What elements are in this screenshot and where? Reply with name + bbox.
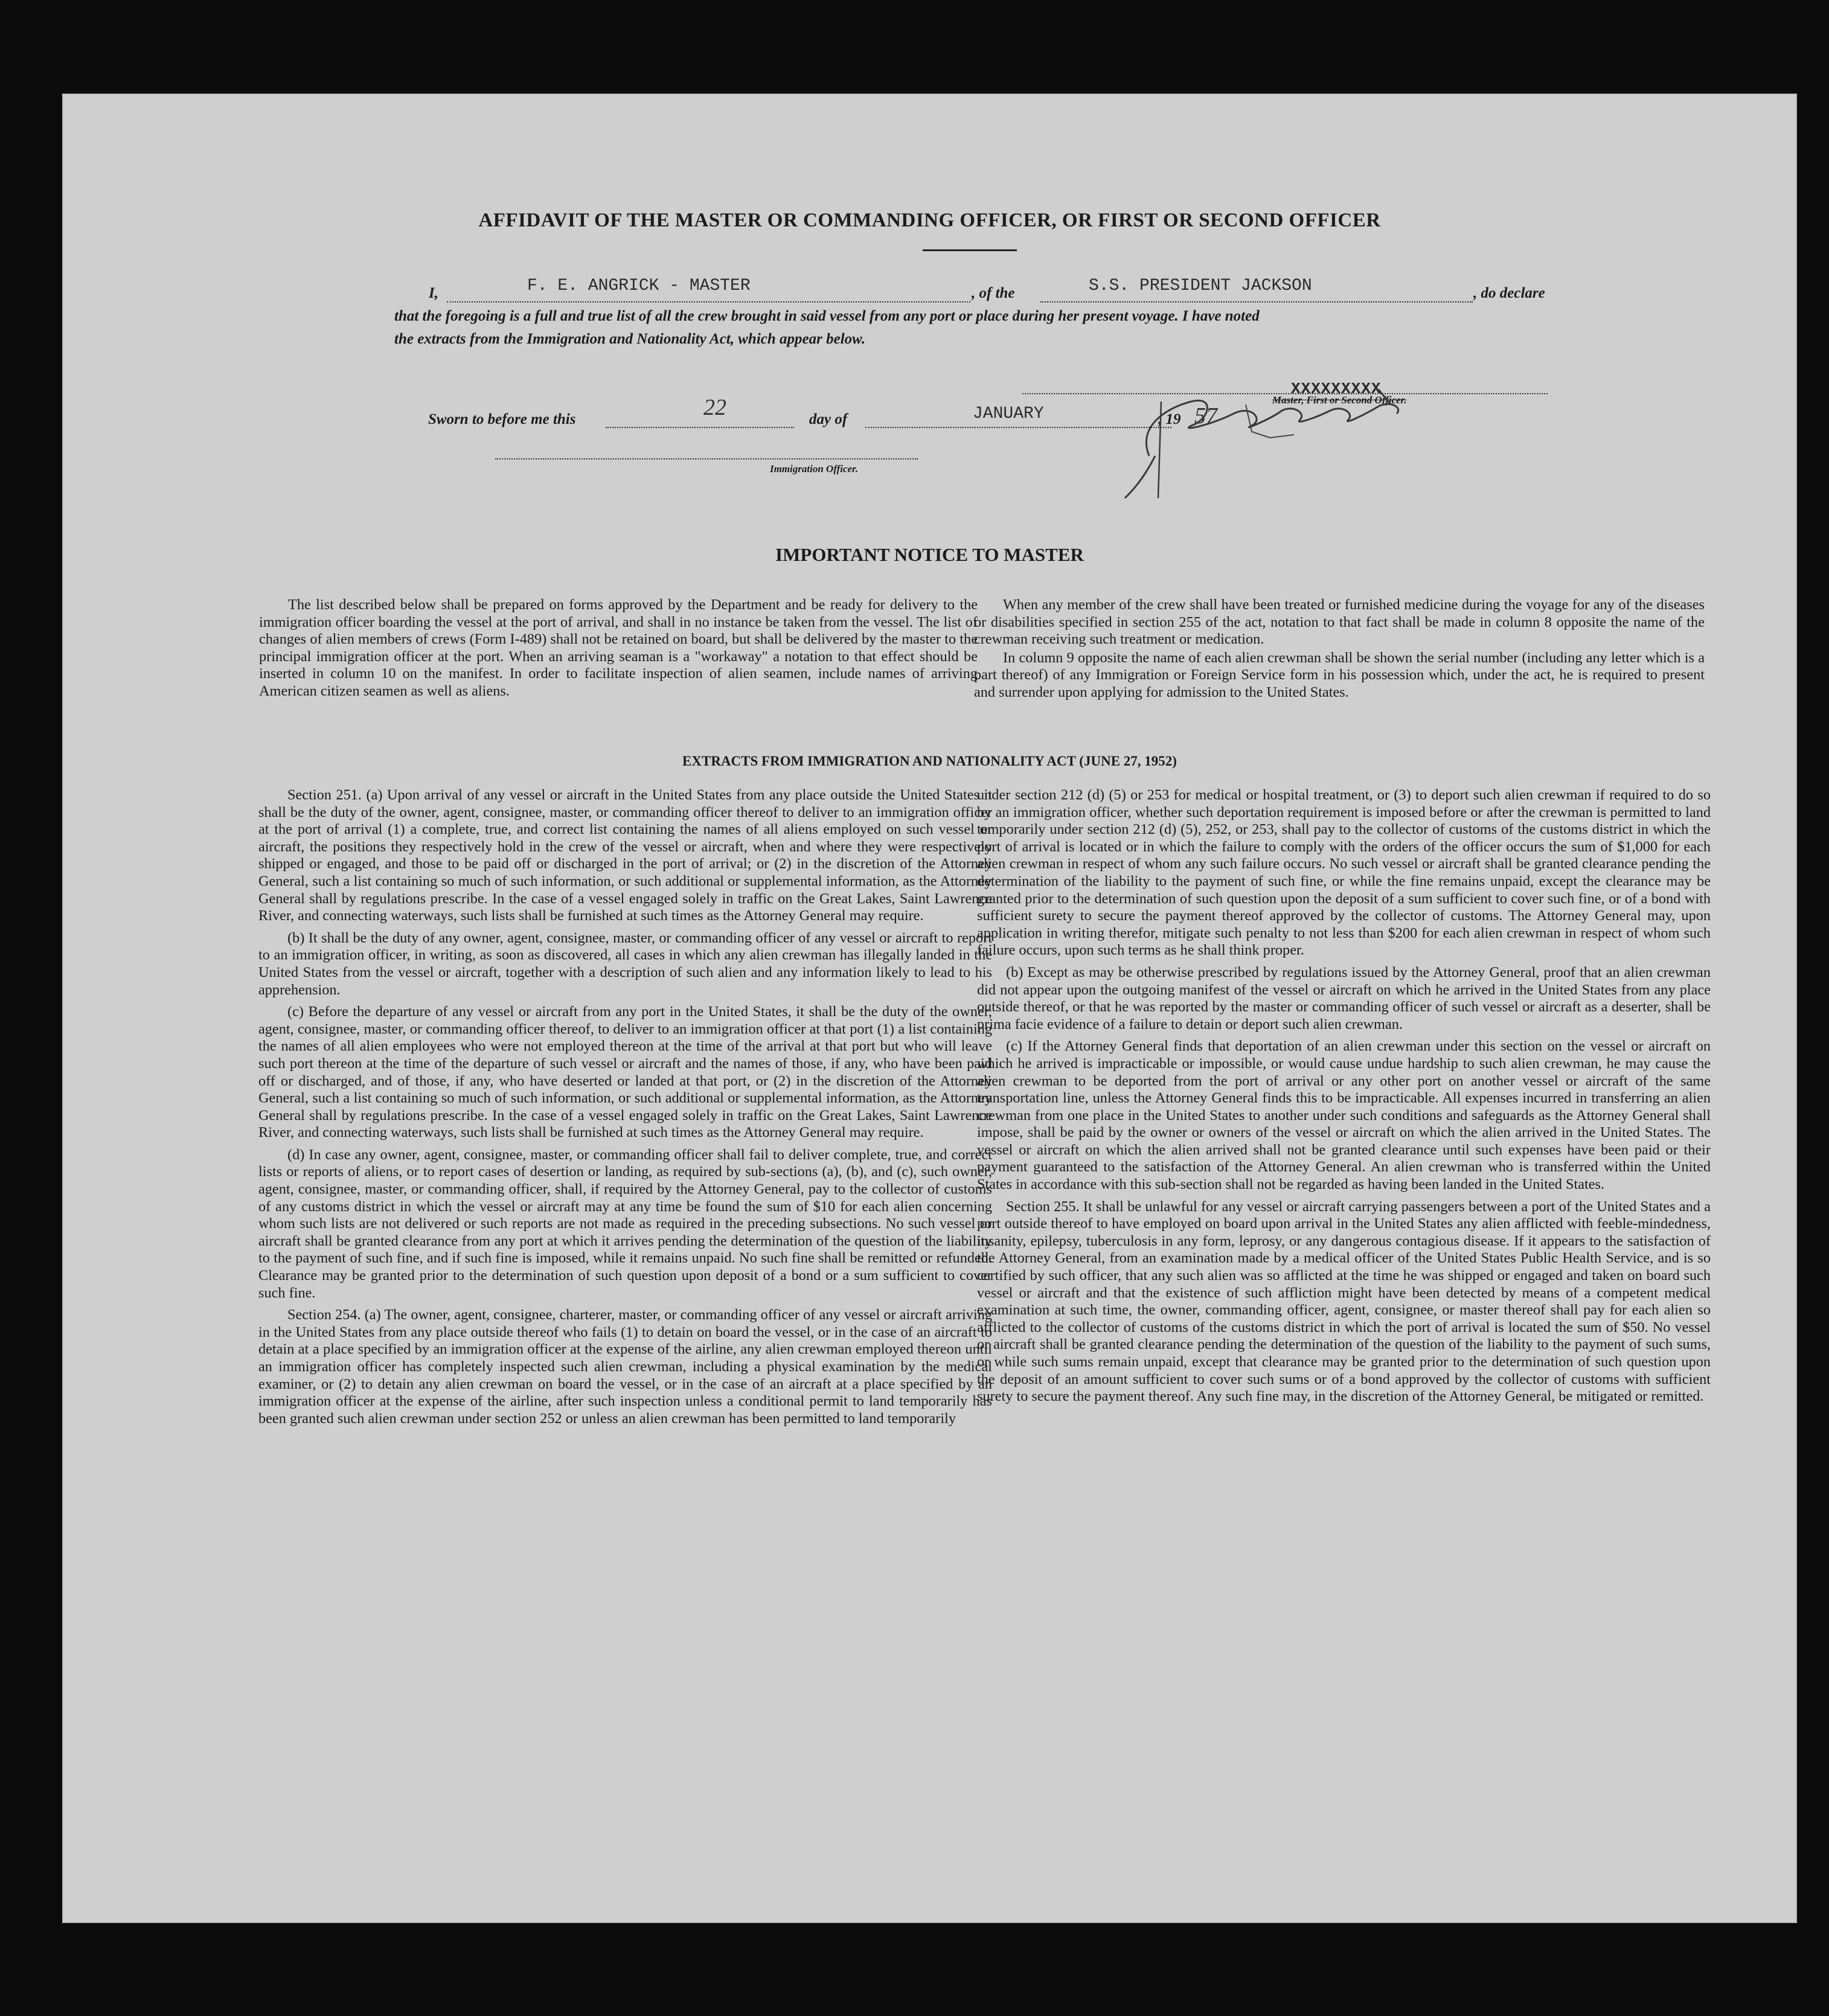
year-handwritten: 57 [1194, 403, 1217, 429]
notice-heading: IMPORTANT NOTICE TO MASTER [775, 544, 1084, 565]
day-handwritten: 22 [703, 395, 726, 420]
notice-right-paragraph-2: In column 9 opposite the name of each alien crewman shall be shown the serial number (including any letter which is a part thereof) of any Immigration or Foreign Service form in his possession which, under the act, he is required to present and surrender upon applying for admission to the United States. [974, 649, 1705, 700]
statement-line-1: that the foregoing is a full and true list of all the crew brought in said vessel from any port or place during her present voyage. I have noted [394, 308, 1260, 324]
master-signature-caption: Master, First or Second Officer. [1272, 394, 1407, 406]
of-the-label: , of the [972, 285, 1015, 301]
extracts-right-column [977, 787, 1711, 1406]
master-name-field: F. E. ANGRICK - MASTER [527, 277, 751, 295]
year-prefix-label: , 19 [1158, 411, 1181, 427]
statement-line-2: the extracts from the Immigration and Nationality Act, which appear below. [394, 331, 866, 347]
month-field: JANUARY [973, 405, 1044, 423]
sworn-label: Sworn to before me this [428, 411, 576, 427]
section-254a: Section 254. (a) The owner, agent, consignee, charterer, master, or commanding officer of any vessel or aircraft arriving in the United States from any place outside thereof who fails (1) to detain on board the vessel, or in the case of an aircraft to detain at a place specified by an immigration officer at the expense of the airline, any alien crewman employed thereon until an immigration officer has completely inspected such alien crewman, including a physical examination by the medical examiner, or (2) to detain any alien crewman on board the vessel, or in the case of an aircraft at a place specified by an immigration officer at the expense of the airline, after such inspection unless a conditional permit to land temporarily has been granted such alien crewman under section 252 or unless an alien crewman has been permitted to land temporarily [258, 1307, 992, 1427]
document-page [62, 94, 1797, 1923]
day-of-label: day of [809, 411, 848, 427]
immigration-officer-caption: Immigration Officer. [770, 463, 859, 475]
section-254a-continued: under section 212 (d) (5) or 253 for medical or hospital treatment, or (3) to deport such alien crewman if required to do so by an immigration officer, whether such deportation requirement is imposed before or after the crewman is permitted to land temporarily under section 212 (d) (5), 252, or 253, shall pay to the collector of customs of the customs district in which the port of arrival is located or in which the failure to comply with the orders of the officer occurs the sum of $1,000 for each alien crewman in respect of whom any such failure occurs. No such vessel or aircraft shall be granted clearance pending the determination of the liability to the payment of such fine, or while the fine remains unpaid, except the clearance may be granted prior to the determination of such question upon the deposit of a sum sufficient to cover such fine, or of a bond with sufficient surety to secure the payment thereof approved by the collector of customs. The Attorney General may, upon application in writing therefor, mitigate such penalty to not less than $200 for each alien crewman in respect of whom such failure occurs, upon such terms as he shall think proper. [977, 787, 1711, 959]
section-251b: (b) It shall be the duty of any owner, agent, consignee, master, or commanding officer of any vessel or aircraft to report to an immigration officer, in writing, as soon as discovered, all cases in which any alien crewman has illegally landed in the United States from the vessel or aircraft, together with a description of such alien and any information likely to lead to his apprehension. [258, 929, 992, 998]
i-label: I, [429, 285, 438, 301]
section-251c: (c) Before the departure of any vessel or aircraft from any port in the United States, it shall be the duty of the owner, agent, consignee, master, or commanding officer thereof, to deliver to an immigration officer at that port (1) a list containing the names of all alien employees who were not employed thereon at the time of the arrival at that port but who will leave such port thereon at the time of the departure of such vessel or aircraft and the names of those, if any, who have been paid off or discharged, and of those, if any, who have deserted or landed at that port, or (2) in the discretion of the Attorney General, such a list containing so much of such information, or such additional or supplemental information, as the Attorney General shall by regulations prescribe. In the case of a vessel engaged solely in traffic on the Great Lakes, Saint Lawrence River, and connecting waterways, such lists shall be furnished at such times as the Attorney General may require. [258, 1003, 992, 1141]
notice-left-paragraph: The list described below shall be prepared on forms approved by the Department and be ready for delivery to the immigration officer boarding the vessel at the port of arrival, and shall in no instance be taken from the vessel. The list of changes of alien members of crews (Form I-489) shall not be retained on board, but shall be delivered by the master to the principal immigration officer at the port. When an arriving seaman is a "workaway" a notation to that effect should be inserted in column 10 on the manifest. In order to facilitate inspection of alien seamen, include names of arriving American citizen seamen as well as aliens. [259, 597, 978, 699]
section-251a: Section 251. (a) Upon arrival of any vessel or aircraft in the United States from any place outside the United States it shall be the duty of the owner, agent, consignee, master, or commanding officer thereof to deliver to an immigration officer at the port of arrival (1) a complete, true, and correct list containing the names of all aliens employed on such vessel or aircraft, the positions they respectively hold in the crew of the vessel or aircraft, when and where they were respectively shipped or engaged, and those to be paid off or discharged in the port of arrival; or (2) in the discretion of the Attorney General, such a list containing so much of such information, or such additional or supplemental information, as the Attorney General shall by regulations prescribe. In the case of a vessel engaged solely in traffic on the Great Lakes, Saint Lawrence River, and connecting waterways, such lists shall be furnished at such times as the Attorney General may require. [258, 787, 992, 924]
master-name-line [447, 301, 970, 302]
notice-right-paragraph-1: When any member of the crew shall have been treated or furnished medicine during the voyage for any of the diseases or disabilities specified in section 255 of the act, notation to that fact shall be made in column 8 opposite the name of the crewman receiving such treatment or medication. [974, 597, 1705, 648]
extracts-left-column [258, 787, 992, 1427]
master-signature-scribble [1052, 335, 1536, 504]
immigration-officer-line [495, 458, 918, 459]
notice-right-column [974, 597, 1705, 702]
extracts-heading: EXTRACTS FROM IMMIGRATION AND NATIONALITY ACT (JUNE 27, 1952) [682, 754, 1177, 769]
section-254c: (c) If the Attorney General finds that deportation of an alien crewman under this section on the vessel or aircraft on which he arrived is impracticable or impossible, or would cause undue hardship to such alien crewman, he may cause the alien crewman to be deported from the port of arrival or any other port on another vessel or aircraft of the same transportation line, unless the Attorney General finds this to be impracticable. All expenses incurred in transferring an alien crewman from one place in the United States to another under such conditions and safeguards as the Attorney General shall impose, shall be paid by the owner or owners of the vessel or aircraft on which the alien arrived in the United States. The vessel or aircraft on which the alien arrived shall not be granted clearance until such expenses have been paid or their payment guaranteed to the satisfaction of the Attorney General. An alien crewman who is transferred within the United States in accordance with this sub-section shall not be regarded as having been landed in the United States. [977, 1038, 1711, 1193]
section-254b: (b) Except as may be otherwise prescribed by regulations issued by the Attorney General, proof that an alien crewman did not appear upon the outgoing manifest of the vessel or aircraft on which he arrived in the United States from any place outside thereof, or that he was reported by the master or commanding officer of such vessel or aircraft as a deserter, shall be prima facie evidence of a failure to detain or deport such alien crewman. [977, 964, 1711, 1032]
affidavit-title: AFFIDAVIT OF THE MASTER OR COMMANDING OFFICER, OR FIRST OR SECOND OFFICER [478, 210, 1381, 231]
vessel-name-field: S.S. PRESIDENT JACKSON [1089, 277, 1312, 295]
title-underline [923, 249, 1017, 251]
typed-strikeout: XXXXXXXXX [1291, 380, 1382, 398]
do-declare-label: , do declare [1473, 285, 1545, 301]
day-line [606, 427, 794, 428]
section-251d: (d) In case any owner, agent, consignee, master, or commanding officer shall fail to deliver complete, true, and correct lists or reports of aliens, or to report cases of desertion or landing, as required by sub-sections (a), (b), and (c), such owner, agent, consignee, master, or commanding officer, shall, if required by the Attorney General, pay to the collector of customs of any customs district in which the vessel or aircraft may at any time be found the sum of $10 for each alien concerning whom such lists are not delivered or such reports are not made as required in the preceding subsections. No such vessel or aircraft shall be granted clearance from any port at which it arrives pending the determination of the question of the liability to the payment of such fine, and if such fine is imposed, while it remains unpaid. No such fine shall be remitted or refunded. Clearance may be granted prior to the determination of such question upon deposit of a bond or a sum sufficient to cover such fine. [258, 1146, 992, 1301]
vessel-name-line [1040, 301, 1473, 302]
section-255: Section 255. It shall be unlawful for any vessel or aircraft carrying passengers between a port of the United States and a port outside thereof to have employed on board upon arrival in the United States any alien afflicted with feeble-mindedness, insanity, epilepsy, tuberculosis in any form, leprosy, or any dangerous contagious disease. If it appears to the satisfaction of the Attorney General, from an examination made by a medical officer of the United States Public Health Service, and is so certified by such officer, that any such alien was so afflicted at the time he was shipped or engaged and taken on board such vessel or aircraft and that the existence of such affliction might have been detected by means of a competent medical examination at such time, the owner, commanding officer, agent, consignee, or master thereof shall pay for each alien so afflicted to the collector of customs of the customs district in which the port of arrival is located the sum of $50. No vessel or aircraft shall be granted clearance pending the determination of the question of the liability to the payment of such sums, or while such sums remain unpaid, except that clearance may be granted prior to the determination of such question upon the deposit of an amount sufficient to cover such sums or of a bond approved by the collector of customs with sufficient surety to secure the payment thereof. Any such fine may, in the discretion of the Attorney General, be mitigated or remitted. [977, 1198, 1711, 1405]
notice-left-column [259, 597, 978, 700]
